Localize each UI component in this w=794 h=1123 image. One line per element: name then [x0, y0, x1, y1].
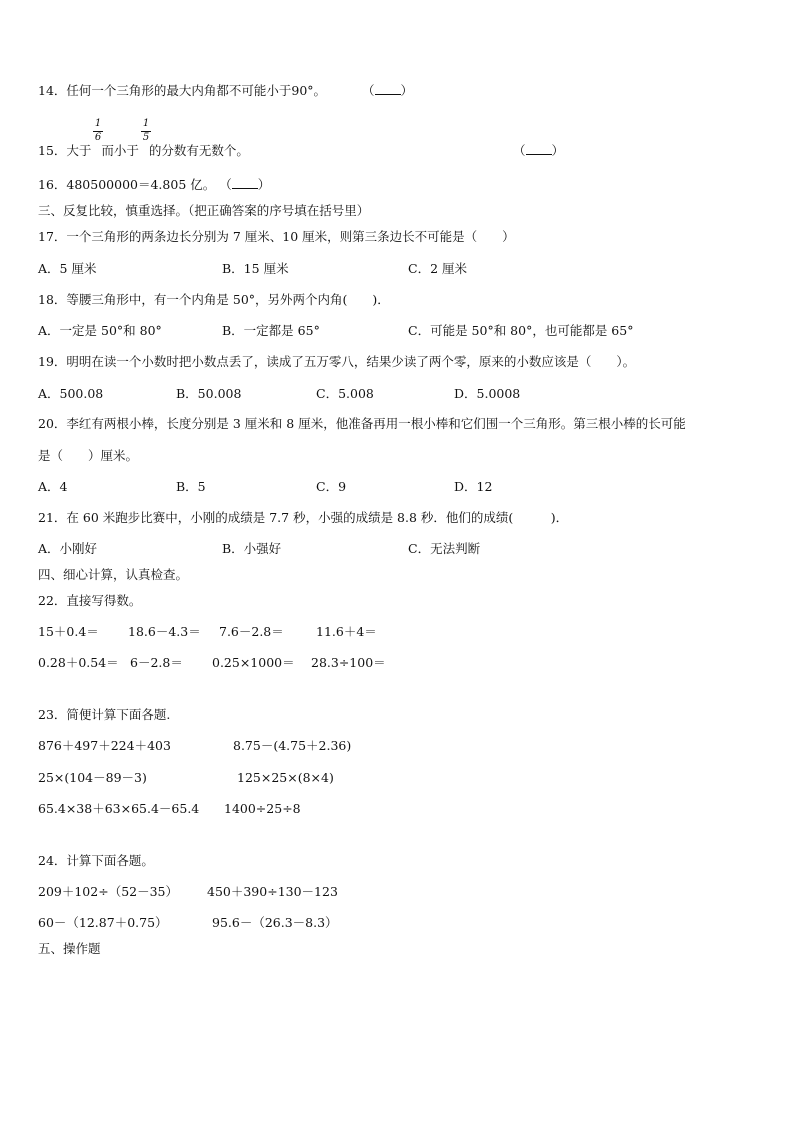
- calc-item: 876＋497＋224＋403: [38, 738, 171, 753]
- option-b[interactable]: B．小强好: [222, 541, 282, 556]
- fraction-one-sixth: [93, 119, 103, 143]
- section-4-heading: 四、细心计算，认真检查。: [38, 567, 189, 582]
- calc-item: 125×25×(8×4): [237, 770, 334, 785]
- question-16: [38, 177, 270, 193]
- calc-item: 15＋0.4＝: [38, 624, 99, 639]
- section-5-heading: 五、操作题: [38, 941, 101, 956]
- answer-paren-open: （: [219, 177, 232, 192]
- option-a[interactable]: A．4: [38, 479, 68, 494]
- calc-item: 0.28＋0.54＝: [38, 655, 119, 670]
- option-d[interactable]: D．5.0008: [454, 386, 521, 401]
- calc-item: 209＋102÷（52－35）: [38, 884, 179, 899]
- calc-item: 450＋390÷130－123: [207, 884, 338, 899]
- calc-item: 1400÷25÷8: [224, 801, 301, 816]
- answer-paren-close: ）: [257, 177, 271, 192]
- calc-item: 65.4×38＋63×65.4－65.4: [38, 801, 200, 816]
- calc-item: 6－2.8＝: [130, 655, 183, 670]
- option-c[interactable]: C．2 厘米: [408, 261, 467, 276]
- calc-item: 7.6－2.8＝: [219, 624, 284, 639]
- option-b[interactable]: B．一定都是 65°: [222, 323, 320, 338]
- option-b[interactable]: B．5: [176, 479, 206, 494]
- option-a[interactable]: A．500.08: [38, 386, 104, 401]
- option-c[interactable]: C．可能是 50°和 80°，也可能都是 65°: [408, 323, 634, 338]
- fraction-denominator: 6: [94, 132, 102, 143]
- calc-item: 28.3÷100＝: [311, 655, 386, 670]
- option-a[interactable]: A．一定是 50°和 80°: [38, 323, 162, 338]
- answer-paren-close: ）: [551, 143, 565, 158]
- answer-paren-close: ）: [400, 83, 414, 98]
- option-d[interactable]: D．12: [454, 479, 493, 494]
- question-15-part1: 15．大于: [38, 143, 92, 158]
- answer-paren-open: （: [362, 83, 375, 98]
- calc-item: 8.75－(4.75＋2.36): [233, 738, 352, 753]
- calc-item: 95.6－（26.3－8.3）: [212, 915, 338, 930]
- question-14: [38, 83, 413, 99]
- fraction-numerator: 1: [94, 118, 102, 129]
- question-14-text: 14．任何一个三角形的最大内角都不可能小于90°。: [38, 83, 327, 98]
- question-15-part3: 的分数有无数个。: [148, 143, 249, 158]
- question-20-line2: 是（ ）厘米。: [38, 448, 139, 463]
- calc-item: 11.6＋4＝: [316, 624, 377, 639]
- option-c[interactable]: C．无法判断: [408, 541, 481, 556]
- option-a[interactable]: A．5 厘米: [38, 261, 97, 276]
- fraction-numerator: 1: [142, 118, 150, 129]
- question-19: 19．明明在读一个小数时把小数点丢了，读成了五万零八，结果少读了两个零，原来的小数应该是（ ）。: [38, 354, 636, 369]
- question-24-title: 24．计算下面各题。: [38, 853, 154, 868]
- option-c[interactable]: C．5.008: [316, 386, 374, 401]
- question-23-title: 23．简便计算下面各题.: [38, 707, 171, 722]
- answer-blank-14[interactable]: [375, 83, 401, 95]
- calc-item: 25×(104－89－3): [38, 770, 147, 785]
- calc-item: 18.6－4.3＝: [128, 624, 201, 639]
- question-15: [38, 143, 249, 159]
- option-b[interactable]: B．50.008: [176, 386, 242, 401]
- question-18: 18．等腰三角形中，有一个内角是 50°，另外两个内角( )．: [38, 292, 390, 307]
- option-c[interactable]: C．9: [316, 479, 347, 494]
- calc-item: 60－（12.87＋0.75）: [38, 915, 168, 930]
- question-15-part2: 而小于: [101, 143, 139, 158]
- answer-blank-15[interactable]: [526, 143, 552, 155]
- question-20-line1: 20．李红有两根小棒，长度分别是 3 厘米和 8 厘米，他准备再用一根小棒和它们围一个三角形。第三根小棒的长可能: [38, 416, 686, 431]
- answer-paren-open: （: [513, 143, 526, 158]
- question-21: 21．在 60 米跑步比赛中，小刚的成绩是 7.7 秒，小强的成绩是 8.8 秒．他们的成绩( )．: [38, 510, 569, 525]
- option-b[interactable]: B．15 厘米: [222, 261, 289, 276]
- calc-item: 0.25×1000＝: [212, 655, 295, 670]
- question-22-title: 22．直接写得数。: [38, 593, 142, 608]
- fraction-denominator: 5: [142, 132, 150, 143]
- fraction-one-fifth: [141, 119, 151, 143]
- answer-blank-16[interactable]: [232, 177, 258, 189]
- option-a[interactable]: A．小刚好: [38, 541, 98, 556]
- question-17: 17．一个三角形的两条边长分别为 7 厘米、10 厘米，则第三条边长不可能是（ ）: [38, 229, 515, 244]
- question-15-answer: [513, 143, 564, 159]
- question-16-text: 16．480500000＝4.805 亿。: [38, 177, 216, 192]
- section-3-heading: 三、反复比较，慎重选择。（把正确答案的序号填在括号里）: [38, 203, 370, 218]
